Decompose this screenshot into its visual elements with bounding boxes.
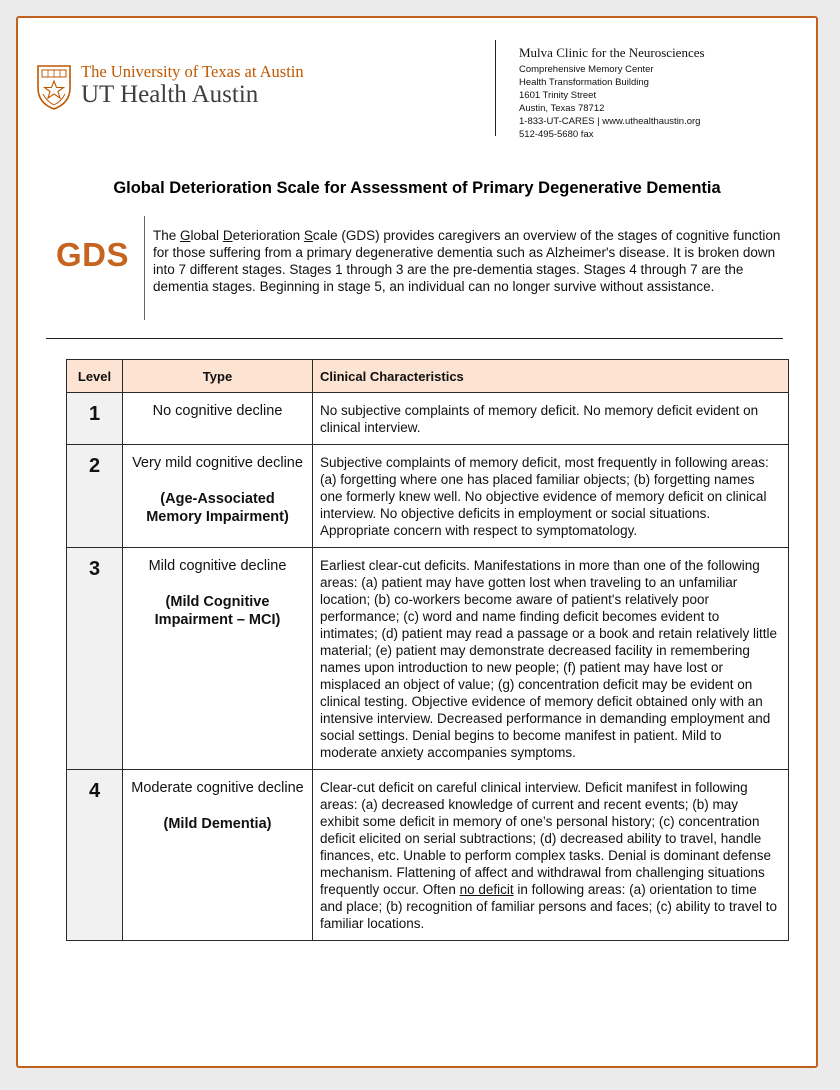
intro-paragraph: The Global Deterioration Scale (GDS) provides caregivers an overview of the stages of cognitive function for those suffering from a primary degenerative dementia such as Alzheimer's disease. It is broken down into 7 different stages. Stages 1 through 3 are the pre-dementia stages. Stages 4 through 7 are the dementia stages. Beginning in stage 5, an individual can no longer survive without assistance. xyxy=(153,228,781,294)
logo-university-name: The University of Texas at Austin xyxy=(81,62,304,81)
characteristics-cell: No subjective complaints of memory deficit. No memory deficit evident on clinical interview. xyxy=(313,393,789,445)
type-subtitle: (Age-Associated Memory Impairment) xyxy=(146,491,289,525)
level-number: 1 xyxy=(67,393,123,445)
characteristics-cell: Subjective complaints of memory deficit, most frequently in following areas: (a) forgetting where one has placed familiar objects; (b) forgetting names one formerly knew well. No objective evidence of memory deficit on clinical interview. No objective deficits in employment or social situations. Appropriate concern with respect to symptomatology. xyxy=(313,445,789,548)
gds-acronym: GDS xyxy=(56,236,130,273)
table-row xyxy=(67,548,789,770)
level-number: 2 xyxy=(67,445,123,548)
header-level: Level xyxy=(67,360,123,393)
header-characteristics: Clinical Characteristics xyxy=(313,360,789,393)
type-cell xyxy=(123,548,313,770)
type-name: Moderate cognitive decline xyxy=(131,780,304,796)
type-cell xyxy=(123,770,313,941)
ut-seal-icon xyxy=(36,64,72,110)
type-subtitle: (Mild Dementia) xyxy=(163,816,272,832)
section-divider xyxy=(46,338,783,339)
address-fax: 512-495-5680 fax xyxy=(519,129,594,140)
table-row xyxy=(67,445,789,548)
clinic-name: Mulva Clinic for the Neurosciences xyxy=(519,45,705,60)
clinic-address-block xyxy=(519,44,809,141)
address-building: Health Transformation Building xyxy=(519,77,649,88)
gds-stage-table xyxy=(66,359,789,941)
type-cell xyxy=(123,445,313,548)
type-name: Mild cognitive decline xyxy=(148,558,287,574)
document-title: Global Deterioration Scale for Assessment of Primary Degenerative Dementia xyxy=(113,179,721,197)
type-name: Very mild cognitive decline xyxy=(132,455,303,471)
table-row xyxy=(67,393,789,445)
address-street: 1601 Trinity Street xyxy=(519,90,597,101)
intro-divider xyxy=(144,216,145,320)
document-page xyxy=(16,16,818,1068)
address-phone-web: 1-833-UT-CARES | www.uthealthaustin.org xyxy=(519,116,701,127)
type-subtitle: (Mild Cognitive Impairment – MCI) xyxy=(154,594,281,628)
characteristics-cell: Earliest clear-cut deficits. Manifestations in more than one of the following areas: (a) patient may have gotten lost when traveling to an unfamiliar location; (b) co-workers become aware of patient's relatively poor performance; (c) word and name finding deficit becomes evident to intimates; (d) patient may read a passage or a book and retain relatively little material; (e) patient may demonstrate decreased facility in remembering names upon introduction to new people; (f) patient may have lost or misplaced an object of value; (g) concentration deficit may be evident on clinical testing. Objective evidence of memory deficit obtained only with an intensive interview. Decreased performance in demanding employment and social settings. Denial begins to become manifest in patient. Mild to moderate anxiety accompanies symptoms. xyxy=(313,548,789,770)
type-cell xyxy=(123,393,313,445)
header-type: Type xyxy=(123,360,313,393)
table-header-row xyxy=(67,360,789,393)
table-row xyxy=(67,770,789,941)
no-deficit-emphasis: no deficit xyxy=(459,882,514,897)
characteristics-cell: Clear-cut deficit on careful clinical interview. Deficit manifest in following areas: (a) decreased knowledge of current and recent events; (b) may exhibit some deficit in memory of one’s personal history; (c) concentration deficit elicited on serial subtractions; (d) decreased ability to travel, handle finances, etc. Unable to perform complex tasks. Denial is dominant defense mechanism. Flattening of affect and withdrawal from challenging situations frequently occur. Often no deficit in following areas: (a) orientation to time and place; (b) recognition of familiar persons and faces; (c) ability to travel to familiar locations. xyxy=(313,770,789,941)
level-number: 4 xyxy=(67,770,123,941)
type-name: No cognitive decline xyxy=(152,403,283,419)
ut-health-austin-logo xyxy=(36,62,336,118)
address-center: Comprehensive Memory Center xyxy=(519,64,654,75)
level-number: 3 xyxy=(67,548,123,770)
address-city: Austin, Texas 78712 xyxy=(519,103,605,114)
header-divider xyxy=(495,40,496,136)
logo-health-name: UT Health Austin xyxy=(81,81,259,108)
